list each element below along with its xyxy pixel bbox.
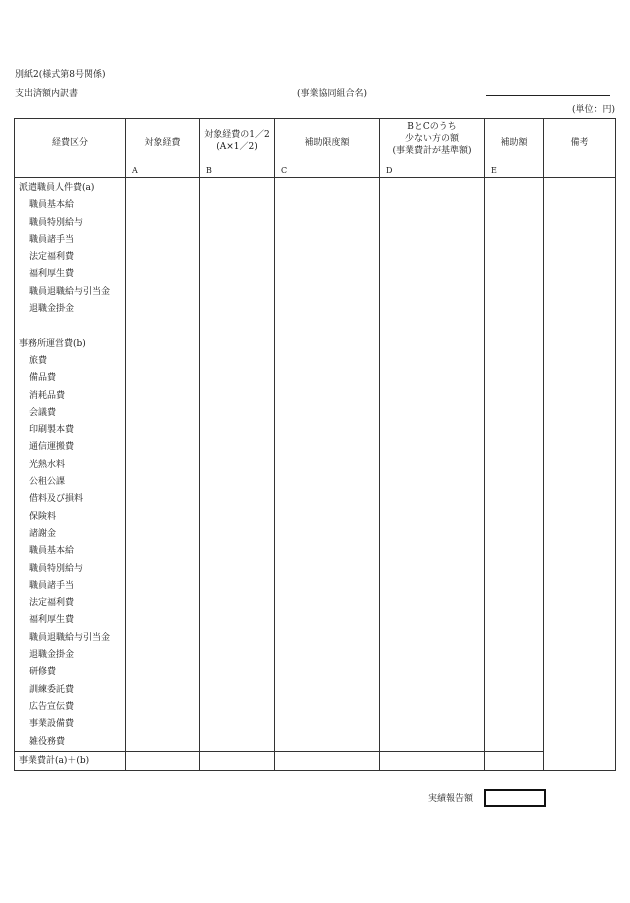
unit-label: (単位：円): [571, 105, 615, 115]
category-item: 広告宣伝費: [29, 701, 75, 712]
col-header-label: 備考: [570, 138, 589, 148]
category-item: 事業設備費: [29, 719, 75, 730]
document-reference: 別紙2(様式第8号関係): [15, 70, 106, 80]
col-header-a: [126, 119, 200, 178]
category-item: 印刷製本費: [29, 425, 75, 436]
col-header-e: [485, 119, 544, 178]
category-item: 旅費: [29, 355, 48, 366]
total-e[interactable]: [485, 751, 544, 770]
total-a[interactable]: [126, 751, 200, 770]
col-header-d: [380, 119, 485, 178]
association-name-field[interactable]: [486, 95, 610, 96]
col-header-label: 対象経費: [144, 138, 181, 148]
category-item: 保険料: [29, 511, 57, 522]
total-c[interactable]: [275, 751, 380, 770]
items-row: [15, 178, 616, 752]
category-item: 職員諸手当: [29, 234, 75, 245]
col-header-label: 補助額: [500, 138, 528, 148]
total-b[interactable]: [200, 751, 275, 770]
category-item: 法定福利費: [29, 252, 75, 263]
expenditure-breakdown-table: [14, 118, 616, 771]
category-item: 福利厚生費: [29, 615, 75, 626]
cell-b[interactable]: [200, 178, 275, 752]
category-item: 訓練委託費: [29, 684, 75, 695]
report-amount-field[interactable]: [484, 789, 546, 807]
category-item: 雑役務費: [29, 736, 66, 747]
col-header-remarks: [544, 119, 616, 178]
cell-c[interactable]: [275, 178, 380, 752]
document-title: 支出済額内訳書: [15, 89, 79, 99]
category-item: 公租公課: [29, 477, 66, 488]
cell-e[interactable]: [485, 178, 544, 752]
col-header-b: [200, 119, 275, 178]
category-item: 光熱水料: [29, 459, 66, 470]
col-letter: E: [491, 166, 497, 175]
category-item: 職員諸手当: [29, 580, 75, 591]
col-letter: A: [132, 166, 138, 175]
col-header-label: 対象経費の1／2 (A×1／2): [204, 130, 270, 152]
category-item: 借料及び損料: [29, 494, 84, 505]
col-header-label: BとCのうち 少ない方の額 (事業費計が基準額): [392, 122, 472, 156]
category-item: 職員特別給与: [29, 217, 84, 228]
total-d[interactable]: [380, 751, 485, 770]
category-item: 職員基本給: [29, 200, 75, 211]
category-item: 退職金掛金: [29, 650, 75, 661]
cell-d[interactable]: [380, 178, 485, 752]
col-letter: C: [281, 166, 288, 175]
category-item: 通信運搬費: [29, 442, 75, 453]
category-item: 職員基本給: [29, 546, 75, 557]
category-item: 退職金掛金: [29, 304, 75, 315]
category-item: 職員退職給与引当金: [29, 286, 111, 297]
col-header-label: 経費区分: [51, 138, 88, 148]
col-header-category: [15, 119, 126, 178]
category-list: [15, 178, 126, 752]
category-item: 福利厚生費: [29, 269, 75, 280]
category-item: 職員特別給与: [29, 563, 84, 574]
col-header-label: 補助限度額: [304, 138, 350, 148]
cell-remarks[interactable]: [544, 178, 616, 771]
col-header-c: [275, 119, 380, 178]
category-heading: 事務所運営費(b): [19, 338, 86, 349]
category-item: 法定福利費: [29, 598, 75, 609]
col-letter: D: [386, 166, 393, 175]
total-label: 事業費計(a)＋(b): [15, 751, 126, 770]
report-amount-label: 実績報告額: [428, 794, 474, 804]
category-heading: [19, 318, 125, 335]
category-item: 諸謝金: [29, 528, 57, 539]
category-item: 研修費: [29, 667, 57, 678]
category-item: 備品費: [29, 373, 57, 384]
association-name-label: (事業協同組合名): [297, 89, 368, 99]
category-item: 職員退職給与引当金: [29, 632, 111, 643]
header-row: [15, 119, 616, 178]
col-letter: B: [206, 166, 212, 175]
total-row: [15, 751, 616, 770]
category-heading: 派遣職員人件費(a): [19, 183, 95, 193]
category-item: 会議費: [29, 407, 57, 418]
category-item: 消耗品費: [29, 390, 66, 401]
cell-a[interactable]: [126, 178, 200, 752]
